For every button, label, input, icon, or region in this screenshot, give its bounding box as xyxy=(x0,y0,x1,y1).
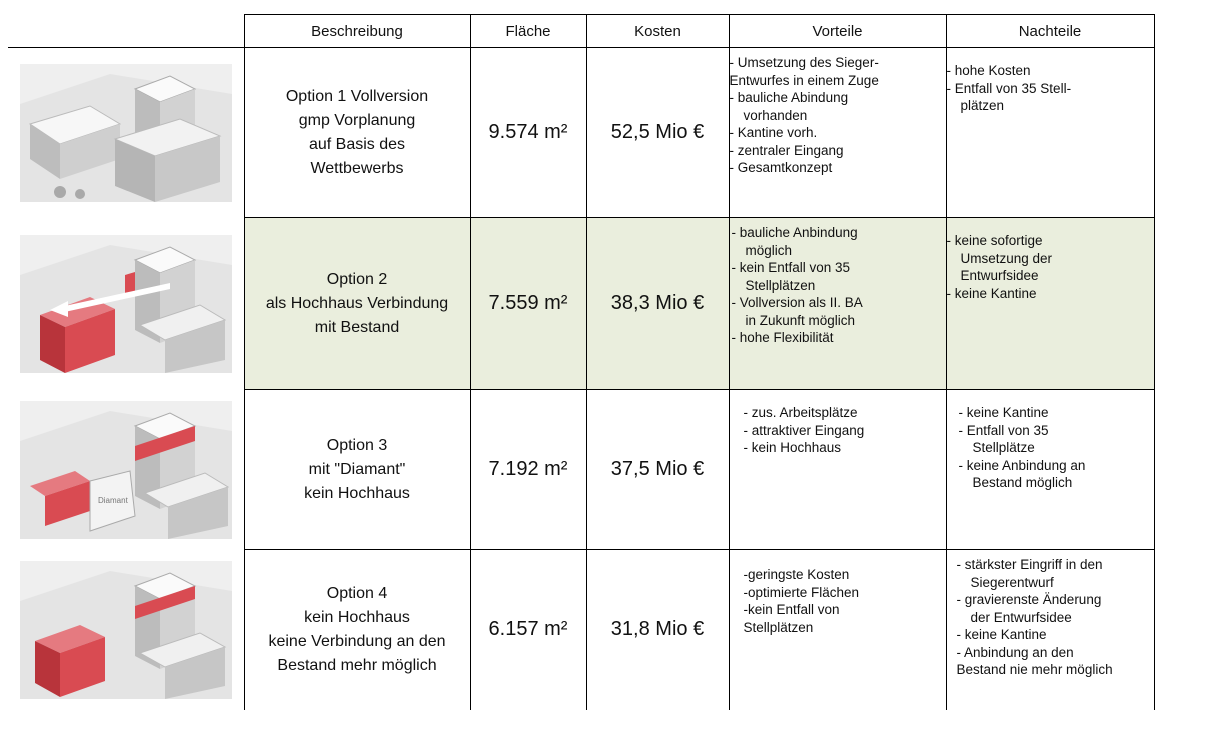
option-3-rendering-image xyxy=(20,401,232,539)
header-kosten: Kosten xyxy=(586,15,729,48)
nachteil-item: - stärkster Eingriff in den xyxy=(956,557,1103,572)
option-3-vorteile xyxy=(729,390,946,550)
option-4-desc-line: Option 4 xyxy=(326,584,388,602)
vorteil-item: - attraktiver Eingang xyxy=(743,422,865,438)
option-3-description xyxy=(244,390,470,550)
option-3-desc-line: Option 3 xyxy=(326,436,388,454)
option-row-2 xyxy=(8,218,1154,390)
option-4-flaeche: 6.157 m² xyxy=(470,550,586,710)
option-3-image-cell xyxy=(8,390,244,550)
vorteil-item: - zentraler Eingang xyxy=(729,142,844,158)
option-2-nachteile xyxy=(946,218,1154,390)
vorteil-item: - bauliche Abindung xyxy=(729,90,849,105)
option-3-desc-line: kein Hochhaus xyxy=(304,484,410,502)
vorteil-item: - Umsetzung des Sieger- xyxy=(729,55,879,70)
option-row-4 xyxy=(8,550,1154,710)
option-2-flaeche: 7.559 m² xyxy=(470,218,586,390)
vorteil-item: - zus. Arbeitsplätze xyxy=(743,405,858,420)
vorteil-item: vorhanden xyxy=(743,107,808,123)
option-4-desc-line: kein Hochhaus xyxy=(304,608,410,626)
option-1-desc-line: gmp Vorplanung xyxy=(298,111,416,129)
option-2-desc-line: mit Bestand xyxy=(314,318,400,336)
nachteil-item: der Entwurfsidee xyxy=(970,609,1072,625)
option-3-kosten: 37,5 Mio € xyxy=(586,390,729,550)
diamant-image-label: Diamant xyxy=(97,495,128,505)
option-2-desc-line: Option 2 xyxy=(326,270,388,288)
option-1-description xyxy=(244,48,470,218)
vorteil-item: -kein Entfall von xyxy=(743,602,840,617)
vorteil-item: - Vollversion als II. BA xyxy=(731,295,863,310)
nachteil-item: - Entfall von 35 Stell- xyxy=(946,80,1072,96)
option-2-rendering-image xyxy=(20,235,232,373)
option-3-nachteile xyxy=(946,390,1154,550)
nachteil-item: Entwurfsidee xyxy=(960,268,1039,283)
option-2-desc-line: als Hochhaus Verbindung xyxy=(265,294,449,312)
option-4-image-cell xyxy=(8,550,244,710)
option-1-nachteile xyxy=(946,48,1154,218)
vorteil-item: möglich xyxy=(745,242,793,258)
vorteil-item: -geringste Kosten xyxy=(743,567,850,582)
nachteil-item: - keine Kantine xyxy=(958,405,1049,420)
option-1-vorteile xyxy=(729,48,946,218)
vorteil-item: Stellplätzen xyxy=(743,619,814,635)
option-4-kosten: 31,8 Mio € xyxy=(586,550,729,710)
option-1-desc-line: auf Basis des xyxy=(308,135,406,153)
header-beschreibung: Beschreibung xyxy=(244,15,470,48)
nachteil-item: Stellplätze xyxy=(972,440,1035,455)
option-3-flaeche: 7.192 m² xyxy=(470,390,586,550)
option-2-kosten: 38,3 Mio € xyxy=(586,218,729,390)
vorteil-item: - bauliche Anbindung xyxy=(731,225,858,240)
option-1-rendering-image xyxy=(20,64,232,202)
option-1-kosten: 52,5 Mio € xyxy=(586,48,729,218)
option-2-image-cell xyxy=(8,218,244,390)
nachteil-item: Siegerentwurf xyxy=(970,574,1054,590)
vorteil-item: - hohe Flexibilität xyxy=(731,330,834,345)
option-4-rendering-image xyxy=(20,561,232,699)
vorteil-item: Entwurfes in einem Zuge xyxy=(729,72,879,88)
option-1-desc-line: Option 1 Vollversion xyxy=(285,87,429,105)
option-row-1 xyxy=(8,48,1154,218)
vorteil-item: - Kantine vorh. xyxy=(729,125,818,140)
option-4-nachteile xyxy=(946,550,1154,710)
header-row xyxy=(8,15,1154,48)
vorteil-item: - kein Entfall von 35 xyxy=(731,260,851,275)
nachteil-item: - keine Anbindung an xyxy=(958,457,1086,473)
vorteil-item: -optimierte Flächen xyxy=(743,584,860,600)
nachteil-item: - Anbindung an den xyxy=(956,644,1074,660)
nachteil-item: Bestand möglich xyxy=(972,475,1073,490)
nachteil-item: - gravierenste Änderung xyxy=(956,592,1102,607)
nachteil-item: Umsetzung der xyxy=(960,250,1053,266)
nachteil-item: - keine sofortige xyxy=(946,233,1043,248)
vorteil-item: - Gesamtkonzept xyxy=(729,160,833,175)
option-2-description xyxy=(244,218,470,390)
option-row-3 xyxy=(8,390,1154,550)
header-nachteile: Nachteile xyxy=(946,15,1154,48)
nachteil-item: - keine Kantine xyxy=(956,627,1047,642)
option-4-description xyxy=(244,550,470,710)
option-1-desc-line: Wettbewerbs xyxy=(310,159,404,177)
vorteil-item: - kein Hochhaus xyxy=(743,440,842,455)
options-comparison-table xyxy=(8,14,1155,710)
option-4-desc-line: keine Verbindung an den xyxy=(268,632,446,650)
option-1-image-cell xyxy=(8,48,244,218)
option-4-desc-line: Bestand mehr möglich xyxy=(277,656,437,674)
nachteil-item: Bestand nie mehr möglich xyxy=(956,662,1113,677)
vorteil-item: Stellplätzen xyxy=(745,277,816,293)
header-vorteile: Vorteile xyxy=(729,15,946,48)
vorteil-item: in Zukunft möglich xyxy=(745,312,856,328)
nachteil-item: - hohe Kosten xyxy=(946,63,1031,78)
option-2-vorteile xyxy=(729,218,946,390)
option-4-vorteile xyxy=(729,550,946,710)
option-3-desc-line: mit "Diamant" xyxy=(308,460,406,478)
option-1-flaeche: 9.574 m² xyxy=(470,48,586,218)
header-image-column xyxy=(8,15,244,48)
nachteil-item: plätzen xyxy=(960,98,1005,113)
header-flaeche: Fläche xyxy=(470,15,586,48)
nachteil-item: - keine Kantine xyxy=(946,285,1037,301)
nachteil-item: - Entfall von 35 xyxy=(958,422,1049,438)
